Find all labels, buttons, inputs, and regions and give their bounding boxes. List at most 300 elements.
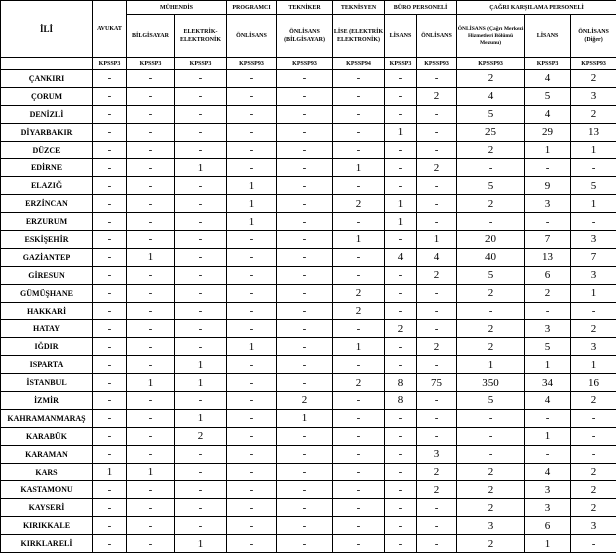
- province-name: DİYARBAKIR: [1, 123, 93, 141]
- quota-cell: 1: [227, 213, 277, 231]
- quota-cell: -: [417, 284, 457, 302]
- quota-cell: 1: [93, 463, 127, 481]
- table-row: [1, 374, 616, 392]
- quota-cell: 4: [525, 70, 571, 88]
- quota-cell: -: [333, 320, 385, 338]
- call-center-group-header: ÇAĞRI KARŞILAMA PERSONELİ: [457, 1, 616, 15]
- quota-cell: -: [525, 445, 571, 463]
- province-name: ÇANKIRI: [1, 70, 93, 88]
- quota-cell: 4: [457, 87, 525, 105]
- quota-cell: -: [127, 517, 175, 535]
- quota-cell: -: [457, 302, 525, 320]
- quota-cell: -: [277, 356, 333, 374]
- quota-cell: 3: [571, 517, 616, 535]
- table-row: [1, 195, 616, 213]
- quota-cell: -: [175, 248, 227, 266]
- quota-cell: 1: [571, 356, 616, 374]
- quota-cell: -: [333, 248, 385, 266]
- quota-cell: 1: [571, 141, 616, 159]
- quota-cell: -: [227, 374, 277, 392]
- quota-cell: 3: [525, 499, 571, 517]
- quota-cell: -: [385, 266, 417, 284]
- quota-cell: 1: [333, 231, 385, 249]
- table-row: [1, 481, 616, 499]
- quota-cell: 1: [227, 195, 277, 213]
- quota-cell: -: [277, 463, 333, 481]
- quota-cell: 13: [571, 123, 616, 141]
- quota-cell: -: [93, 481, 127, 499]
- province-header: İLİ: [1, 1, 93, 58]
- quota-cell: -: [93, 409, 127, 427]
- quota-cell: -: [175, 70, 227, 88]
- quota-cell: -: [571, 445, 616, 463]
- quota-cell: 75: [417, 374, 457, 392]
- quota-cell: 1: [227, 338, 277, 356]
- quota-cell: -: [175, 231, 227, 249]
- table-row: [1, 284, 616, 302]
- quota-cell: -: [175, 302, 227, 320]
- quota-cell: 8: [385, 392, 417, 410]
- quota-cell: 4: [525, 392, 571, 410]
- kpss-label: KPSSP3: [93, 58, 127, 70]
- quota-cell: -: [227, 231, 277, 249]
- quota-cell: -: [417, 409, 457, 427]
- quota-cell: -: [227, 409, 277, 427]
- quota-cell: -: [277, 248, 333, 266]
- kpss-label: KPSSP3: [385, 58, 417, 70]
- province-name: İSTANBUL: [1, 374, 93, 392]
- quota-cell: -: [457, 445, 525, 463]
- quota-cell: -: [277, 427, 333, 445]
- quota-cell: -: [227, 123, 277, 141]
- quota-cell: -: [571, 409, 616, 427]
- quota-cell: -: [93, 392, 127, 410]
- province-name: DÜZCE: [1, 141, 93, 159]
- province-name: GİRESUN: [1, 266, 93, 284]
- quota-cell: -: [525, 409, 571, 427]
- quota-cell: 2: [417, 463, 457, 481]
- table-row: [1, 445, 616, 463]
- quota-cell: -: [277, 481, 333, 499]
- sub-header: ELEKTRİK-ELEKTRONİK: [175, 15, 227, 58]
- table-row: [1, 70, 616, 88]
- quota-cell: -: [417, 105, 457, 123]
- quota-cell: -: [277, 195, 333, 213]
- quota-cell: -: [277, 284, 333, 302]
- quota-cell: -: [385, 409, 417, 427]
- quota-cell: -: [127, 213, 175, 231]
- quota-cell: 2: [385, 320, 417, 338]
- quota-cell: 2: [333, 195, 385, 213]
- quota-cell: -: [385, 338, 417, 356]
- quota-cell: -: [277, 445, 333, 463]
- quota-cell: -: [227, 141, 277, 159]
- quota-cell: 13: [525, 248, 571, 266]
- quota-cell: -: [175, 195, 227, 213]
- quota-cell: -: [277, 231, 333, 249]
- quota-cell: -: [333, 427, 385, 445]
- quota-cell: 20: [457, 231, 525, 249]
- quota-cell: 2: [457, 284, 525, 302]
- quota-cell: 1: [175, 356, 227, 374]
- quota-cell: -: [333, 141, 385, 159]
- quota-cell: -: [127, 481, 175, 499]
- province-name: GÜMÜŞHANE: [1, 284, 93, 302]
- table-row: [1, 409, 616, 427]
- table-row: [1, 159, 616, 177]
- quota-cell: -: [277, 266, 333, 284]
- quota-cell: -: [417, 499, 457, 517]
- quota-cell: -: [227, 159, 277, 177]
- sub-header: BİLGİSAYAR: [127, 15, 175, 58]
- quota-cell: 29: [525, 123, 571, 141]
- quota-cell: 2: [457, 535, 525, 553]
- quota-cell: 8: [385, 374, 417, 392]
- quota-cell: -: [333, 213, 385, 231]
- province-name: GAZİANTEP: [1, 248, 93, 266]
- quota-cell: -: [127, 356, 175, 374]
- quota-cell: 1: [127, 374, 175, 392]
- quota-cell: 2: [457, 499, 525, 517]
- sub-header: LİSANS: [385, 15, 417, 58]
- quota-cell: -: [457, 427, 525, 445]
- quota-cell: -: [385, 535, 417, 553]
- kpss-label: KPSSP93: [277, 58, 333, 70]
- quota-cell: -: [93, 427, 127, 445]
- quota-cell: -: [277, 105, 333, 123]
- quota-cell: -: [385, 517, 417, 535]
- quota-cell: -: [385, 177, 417, 195]
- quota-cell: -: [227, 302, 277, 320]
- quota-cell: -: [227, 320, 277, 338]
- province-name: IĞDIR: [1, 338, 93, 356]
- quota-cell: -: [175, 499, 227, 517]
- table-row: [1, 392, 616, 410]
- quota-cell: -: [277, 87, 333, 105]
- quota-cell: -: [93, 517, 127, 535]
- quota-cell: -: [227, 427, 277, 445]
- sub-header: ÖNLİSANS: [417, 15, 457, 58]
- quota-cell: -: [175, 266, 227, 284]
- quota-cell: 2: [457, 463, 525, 481]
- quota-cell: 5: [457, 266, 525, 284]
- quota-cell: -: [175, 517, 227, 535]
- quota-cell: -: [333, 392, 385, 410]
- quota-cell: 2: [417, 87, 457, 105]
- quota-cell: -: [93, 177, 127, 195]
- table-body: [1, 70, 616, 553]
- quota-cell: 3: [571, 231, 616, 249]
- quota-cell: 1: [175, 159, 227, 177]
- quota-cell: -: [571, 213, 616, 231]
- quota-cell: 2: [333, 374, 385, 392]
- quota-cell: -: [175, 392, 227, 410]
- quota-cell: -: [127, 392, 175, 410]
- kpss-label: KPSSP93: [227, 58, 277, 70]
- quota-cell: 4: [417, 248, 457, 266]
- office-staff-group-header: BÜRO PERSONELİ: [385, 1, 457, 15]
- quota-cell: 3: [571, 266, 616, 284]
- quota-cell: -: [385, 159, 417, 177]
- table-row: [1, 105, 616, 123]
- quota-cell: -: [127, 231, 175, 249]
- province-name: KAHRAMANMARAŞ: [1, 409, 93, 427]
- quota-cell: 5: [457, 105, 525, 123]
- quota-cell: -: [93, 195, 127, 213]
- quota-cell: 40: [457, 248, 525, 266]
- province-name: ESKİŞEHİR: [1, 231, 93, 249]
- quota-cell: 3: [525, 195, 571, 213]
- quota-cell: -: [417, 195, 457, 213]
- quota-cell: -: [277, 338, 333, 356]
- quota-cell: -: [385, 105, 417, 123]
- quota-cell: 2: [457, 195, 525, 213]
- quota-cell: -: [93, 266, 127, 284]
- quota-cell: -: [93, 374, 127, 392]
- quota-cell: 1: [127, 463, 175, 481]
- quota-cell: 4: [525, 463, 571, 481]
- quota-cell: -: [417, 177, 457, 195]
- quota-cell: -: [175, 213, 227, 231]
- quota-cell: 3: [417, 445, 457, 463]
- sub-header: ÖNLİSANS (Diğer): [571, 15, 616, 58]
- quota-cell: 1: [525, 535, 571, 553]
- quota-cell: -: [333, 266, 385, 284]
- quota-cell: -: [93, 105, 127, 123]
- table-row: [1, 356, 616, 374]
- quota-cell: -: [227, 535, 277, 553]
- quota-cell: 34: [525, 374, 571, 392]
- quota-cell: -: [333, 356, 385, 374]
- table-row: [1, 213, 616, 231]
- quota-cell: -: [277, 499, 333, 517]
- quota-cell: -: [127, 338, 175, 356]
- quota-cell: -: [277, 177, 333, 195]
- sub-header: ÖNLİSANS (BİLGİSAYAR): [277, 15, 333, 58]
- quota-cell: 1: [385, 195, 417, 213]
- quota-cell: -: [227, 356, 277, 374]
- quota-cell: -: [175, 481, 227, 499]
- quota-cell: -: [277, 535, 333, 553]
- quota-cell: -: [417, 302, 457, 320]
- quota-cell: -: [333, 123, 385, 141]
- quota-cell: 16: [571, 374, 616, 392]
- quota-cell: 2: [457, 70, 525, 88]
- quota-cell: -: [227, 87, 277, 105]
- quota-cell: -: [175, 105, 227, 123]
- quota-cell: -: [525, 159, 571, 177]
- technician-group-header: TEKNİKER: [277, 1, 333, 15]
- quota-cell: -: [277, 123, 333, 141]
- quota-cell: 3: [525, 320, 571, 338]
- quota-cell: -: [127, 445, 175, 463]
- quota-cell: -: [385, 499, 417, 517]
- quota-cell: -: [127, 177, 175, 195]
- quota-cell: -: [227, 463, 277, 481]
- sub-header: ÖNLİSANS (Çağrı Merkezi Hizmetleri Bölümü Mezunu): [457, 15, 525, 58]
- quota-cell: -: [175, 284, 227, 302]
- quota-cell: 9: [525, 177, 571, 195]
- quota-cell: -: [385, 231, 417, 249]
- quota-cell: -: [227, 105, 277, 123]
- quota-cell: -: [175, 320, 227, 338]
- quota-cell: 2: [571, 499, 616, 517]
- quota-cell: 1: [175, 535, 227, 553]
- province-name: KIRIKKALE: [1, 517, 93, 535]
- quota-cell: 1: [385, 213, 417, 231]
- quota-cell: 2: [417, 338, 457, 356]
- quota-cell: -: [93, 159, 127, 177]
- quota-cell: -: [457, 409, 525, 427]
- quota-cell: -: [93, 302, 127, 320]
- quota-cell: 25: [457, 123, 525, 141]
- quota-cell: -: [385, 481, 417, 499]
- quota-cell: -: [227, 481, 277, 499]
- quota-cell: 2: [457, 141, 525, 159]
- quota-cell: -: [333, 481, 385, 499]
- quota-cell: -: [127, 427, 175, 445]
- quota-cell: 2: [571, 481, 616, 499]
- quota-cell: -: [277, 141, 333, 159]
- quota-cell: -: [93, 284, 127, 302]
- quota-cell: -: [127, 70, 175, 88]
- quota-cell: -: [385, 356, 417, 374]
- province-name: KAYSERİ: [1, 499, 93, 517]
- province-name: KARS: [1, 463, 93, 481]
- quota-cell: -: [457, 159, 525, 177]
- quota-cell: -: [175, 87, 227, 105]
- quota-cell: -: [417, 427, 457, 445]
- quota-cell: -: [93, 535, 127, 553]
- quota-cell: -: [571, 535, 616, 553]
- sub-header: LİSE (ELEKTRİK ELEKTRONİK): [333, 15, 385, 58]
- quota-cell: -: [525, 213, 571, 231]
- quota-cell: -: [277, 213, 333, 231]
- province-name: DENİZLİ: [1, 105, 93, 123]
- quota-cell: -: [333, 445, 385, 463]
- kpss-label: KPSSP94: [333, 58, 385, 70]
- quota-cell: 1: [175, 409, 227, 427]
- quota-cell: -: [175, 338, 227, 356]
- quota-cell: -: [227, 284, 277, 302]
- quota-cell: 1: [385, 123, 417, 141]
- quota-cell: -: [93, 231, 127, 249]
- quota-cell: -: [93, 499, 127, 517]
- quota-cell: -: [277, 320, 333, 338]
- quota-cell: -: [93, 248, 127, 266]
- kpss-label: KPSSP3: [175, 58, 227, 70]
- kpss-label: KPSSP93: [417, 58, 457, 70]
- quota-cell: 1: [571, 195, 616, 213]
- quota-cell: -: [525, 302, 571, 320]
- kpss-label: KPSSP93: [457, 58, 525, 70]
- quota-cell: 1: [571, 284, 616, 302]
- quota-cell: 3: [571, 87, 616, 105]
- quota-cell: -: [385, 284, 417, 302]
- quota-cell: -: [93, 320, 127, 338]
- table-row: [1, 427, 616, 445]
- quota-cell: 3: [571, 338, 616, 356]
- quota-cell: -: [93, 141, 127, 159]
- quota-cell: -: [93, 213, 127, 231]
- quota-cell: 2: [333, 284, 385, 302]
- quota-cell: 5: [525, 87, 571, 105]
- quota-cell: -: [227, 517, 277, 535]
- province-name: EDİRNE: [1, 159, 93, 177]
- quota-cell: -: [417, 70, 457, 88]
- sub-header: LİSANS: [525, 15, 571, 58]
- quota-cell: -: [277, 374, 333, 392]
- quota-cell: -: [385, 427, 417, 445]
- quota-cell: -: [277, 302, 333, 320]
- quota-cell: 350: [457, 374, 525, 392]
- quota-cell: -: [385, 463, 417, 481]
- quota-cell: -: [571, 159, 616, 177]
- province-name: ELAZIĞ: [1, 177, 93, 195]
- quota-cell: -: [127, 535, 175, 553]
- quota-cell: -: [175, 123, 227, 141]
- quota-cell: -: [333, 105, 385, 123]
- quota-cell: -: [227, 266, 277, 284]
- kpss-label: KPSSP3: [525, 58, 571, 70]
- table-row: [1, 535, 616, 553]
- kpss-label: KPSSP93: [571, 58, 616, 70]
- table-row: [1, 302, 616, 320]
- quota-cell: -: [93, 338, 127, 356]
- quota-cell: 1: [333, 159, 385, 177]
- quota-cell: -: [175, 463, 227, 481]
- quota-cell: 1: [525, 427, 571, 445]
- quota-cell: 1: [417, 231, 457, 249]
- quota-cell: 7: [571, 248, 616, 266]
- quota-cell: -: [93, 70, 127, 88]
- quota-cell: -: [417, 392, 457, 410]
- quota-cell: -: [417, 141, 457, 159]
- table-row: [1, 338, 616, 356]
- quota-cell: 4: [525, 105, 571, 123]
- quota-cell: -: [417, 517, 457, 535]
- province-name: HAKKARİ: [1, 302, 93, 320]
- table-row: [1, 320, 616, 338]
- quota-cell: 7: [525, 231, 571, 249]
- quota-cell: 2: [571, 392, 616, 410]
- quota-cell: 2: [417, 159, 457, 177]
- table-row: [1, 266, 616, 284]
- table-row: [1, 499, 616, 517]
- province-name: KARABÜK: [1, 427, 93, 445]
- province-name: ISPARTA: [1, 356, 93, 374]
- quota-cell: -: [127, 499, 175, 517]
- quota-cell: -: [417, 213, 457, 231]
- province-name: ERZİNCAN: [1, 195, 93, 213]
- province-name: ÇORUM: [1, 87, 93, 105]
- quota-cell: -: [227, 392, 277, 410]
- quota-cell: 2: [571, 463, 616, 481]
- quota-cell: -: [127, 159, 175, 177]
- quota-cell: -: [175, 177, 227, 195]
- quota-cell: 2: [457, 481, 525, 499]
- quota-cell: -: [385, 302, 417, 320]
- quota-cell: 2: [417, 481, 457, 499]
- quota-cell: 1: [525, 356, 571, 374]
- quota-cell: -: [333, 177, 385, 195]
- kpss-label: KPSSP3: [127, 58, 175, 70]
- quota-cell: 5: [457, 392, 525, 410]
- quota-cell: -: [93, 445, 127, 463]
- engineer-group-header: MÜHENDİS: [127, 1, 227, 15]
- quota-cell: -: [127, 195, 175, 213]
- quota-cell: -: [127, 284, 175, 302]
